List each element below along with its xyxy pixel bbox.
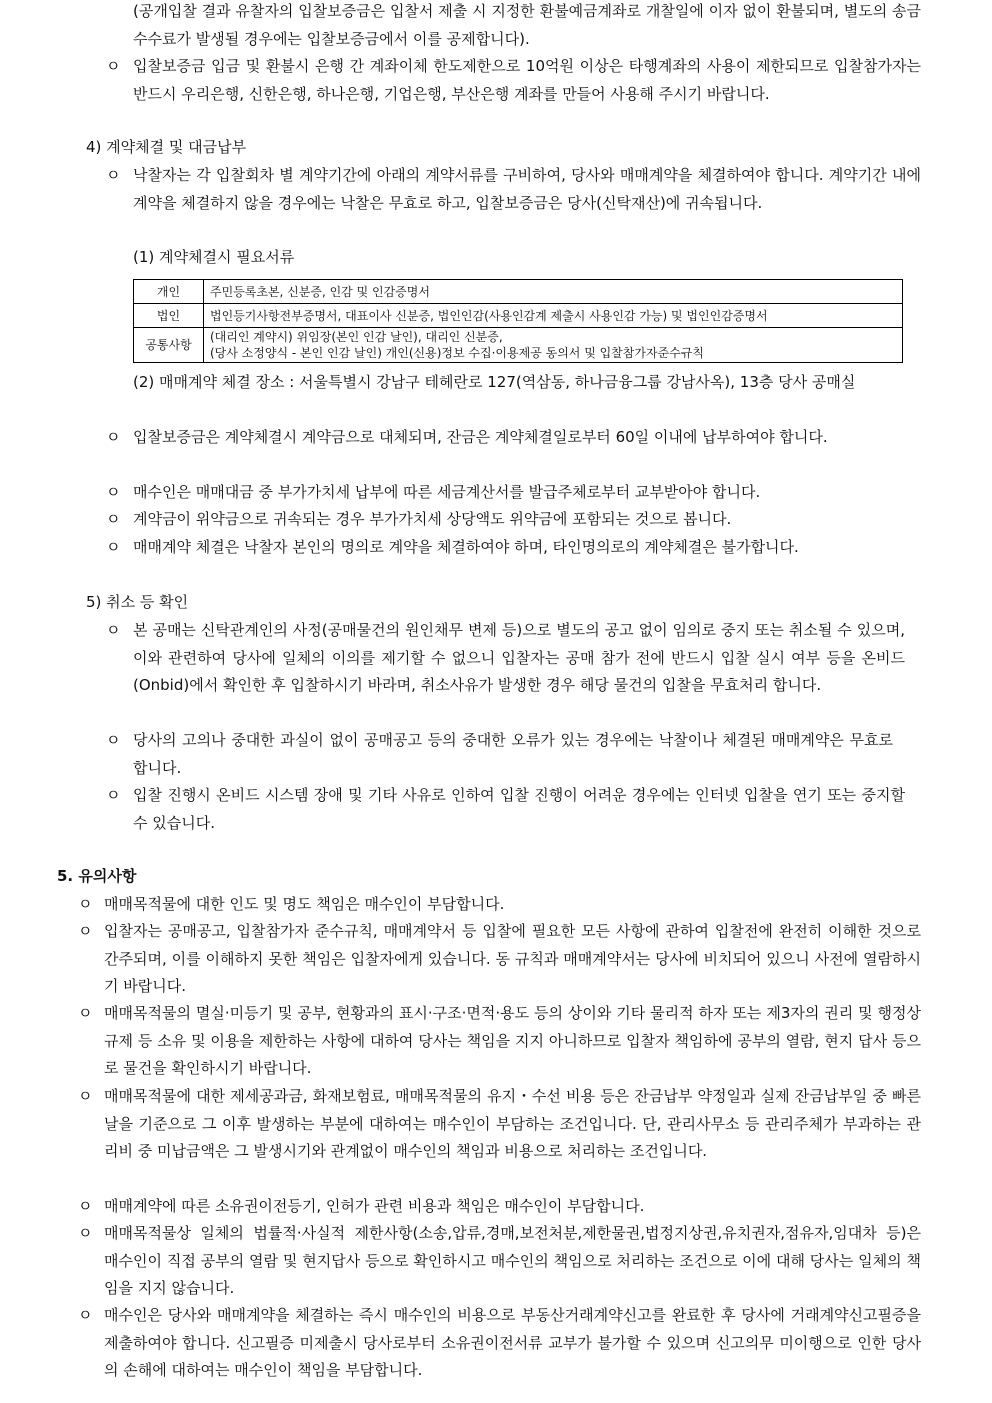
deposit-refund-note: (공개입찰 결과 유찰자의 입찰보증금은 입찰서 제출 시 지정한 환불예금계좌로 개찰일에 이자 없이 환불되며, 별도의 송금수수료가 발생될 경우에는 입찰보증금에서 이를 공제합니다). [133, 2, 921, 48]
notes-heading: 5. 유의사항 [57, 867, 137, 885]
note-item: 매매목적물의 멸실·미등기 및 공부, 현황과의 표시·구조·면적·용도 등의 상이와 기타 물리적 하자 또는 제3자의 권리 및 행정상 규제 등 소유 및 이용을 제한하는 사항에 대하여 당사는 책임을 지지 아니하므로 입찰자 책임하에 공부의 열람, 현지 답사 등으로 물건을 확인하시기 바랍니다. [104, 1004, 921, 1078]
bullet-icon: ㅇ [78, 895, 93, 913]
doc-list: 법인등기사항전부증명서, 대표이사 신분증, 법인인감(사용인감계 제출시 사용인감 가능) 및 법인인감증명서 [204, 304, 903, 328]
doc-list-line: (대리인 계약시) 위임장(본인 인감 날인), 대리인 신분증, [210, 330, 503, 344]
bullet-icon: ㅇ [78, 922, 93, 940]
bullet-icon: ㅇ [106, 731, 121, 749]
bullet-icon: ㅇ [78, 1087, 93, 1105]
cancellation-bullet: 입찰 진행시 온비드 시스템 장애 및 기타 사유로 인하여 입찰 진행이 어려운 경우에는 인터넷 입찰을 연기 또는 중지할 수 있습니다. [133, 786, 905, 832]
section-4-heading: 4) 계약체결 및 대금납부 [86, 138, 247, 156]
cancellation-bullet: 본 공매는 신탁관계인의 사정(공매물건의 원인채무 변제 등)으로 별도의 공고 없이 임의로 중지 또는 취소될 수 있으며, 이와 관련하여 당사에 일체의 이의를 제기할 수 없으니 입찰자는 공매 참가 전에 반드시 입찰 실시 여부 등을 온비드(Onbid)에서 확인한 후 입찰하시기 바라며, 취소사유가 발생한 경우 해당 물건의 입찰을 무효처리 합니다. [133, 621, 905, 695]
bullet-icon: ㅇ [106, 621, 121, 639]
doc-list-line: (당사 소정양식 - 본인 인감 날인) 개인(신용)정보 수집·이용제공 동의서 및 입찰참가자준수규칙 [210, 346, 704, 360]
bullet-icon: ㅇ [78, 1224, 93, 1242]
section-5-heading: 5) 취소 등 확인 [86, 593, 189, 611]
contract-place: (2) 매매계약 체결 장소 : 서울특별시 강남구 테헤란로 127(역삼동, 하나금융그룹 강남사옥), 13층 당사 공매실 [133, 373, 856, 391]
section4-bullet: 매매계약 체결은 낙찰자 본인의 명의로 계약을 체결하여야 하며, 타인명의로의 계약체결은 불가합니다. [133, 538, 799, 556]
note-item: 매수인은 당사와 매매계약을 체결하는 즉시 매수인의 비용으로 부동산거래계약신고를 완료한 후 당사에 거래계약신고필증을 제출하여야 합니다. 신고필증 미제출시 당사로부터 소유권이전서류 교부가 불가할 수 있으며 신고의무 미이행으로 인한 당사의 손해에 대하여는 매수인이 책임을 부담합니다. [104, 1306, 921, 1380]
bank-restriction-note: 입찰보증금 입금 및 환불시 은행 간 계좌이체 한도제한으로 10억원 이상은 타행계좌의 사용이 제한되므로 입찰참가자는 반드시 우리은행, 신한은행, 하나은행, 기업은행, 부산은행 계좌를 만들어 사용해 주시기 바랍니다. [133, 57, 921, 103]
contract-requirement: 낙찰자는 각 입찰회차 별 계약기간에 아래의 계약서류를 구비하여, 당사와 매매계약을 체결하여야 합니다. 계약기간 내에 계약을 체결하지 않을 경우에는 낙찰은 무효로 하고, 입찰보증금은 당사(신탁재산)에 귀속됩니다. [133, 166, 921, 212]
doc-list [204, 328, 903, 363]
section4-bullet: 매수인은 매매대금 중 부가가치세 납부에 따른 세금계산서를 발급주체로부터 교부받아야 합니다. [133, 483, 761, 501]
bullet-icon: ㅇ [78, 1306, 93, 1324]
bullet-icon: ㅇ [106, 57, 121, 75]
bullet-icon: ㅇ [106, 786, 121, 804]
table-row [134, 304, 903, 328]
doc-category: 법인 [134, 304, 204, 328]
doc-category: 개인 [134, 280, 204, 304]
bullet-icon: ㅇ [78, 1197, 93, 1215]
bullet-icon: ㅇ [106, 538, 121, 556]
bullet-icon: ㅇ [106, 483, 121, 501]
note-item: 입찰자는 공매공고, 입찰참가자 준수규칙, 매매계약서 등 입찰에 필요한 모든 사항에 관하여 입찰전에 완전히 이해한 것으로 간주되며, 이를 이해하지 못한 책임은 입찰자에게 있습니다. 동 규칙과 매매계약서는 당사에 비치되어 있으니 사전에 열람하시기 바랍니다. [104, 922, 921, 996]
section4-bullet: 계약금이 위약금으로 귀속되는 경우 부가가치세 상당액도 위약금에 포함되는 것으로 봅니다. [133, 510, 732, 528]
bullet-icon: ㅇ [106, 428, 121, 446]
bullet-icon: ㅇ [106, 510, 121, 528]
bullet-icon: ㅇ [78, 1004, 93, 1022]
table-row [134, 328, 903, 363]
required-documents-table [133, 279, 903, 363]
note-item: 매매목적물에 대한 제세공과금, 화재보험료, 매매목적물의 유지・수선 비용 등은 잔금납부 약정일과 실제 잔금납부일 중 빠른 날을 기준으로 그 이후 발생하는 부분에 대하여는 매수인이 부담하는 조건입니다. 단, 관리사무소 등 관리주체가 부과하는 관리비 중 미납금액은 그 발생시기와 관계없이 매수인의 책임과 비용으로 처리하는 조건입니다. [104, 1087, 921, 1161]
bullet-icon: ㅇ [106, 166, 121, 184]
note-item: 매매계약에 따른 소유권이전등기, 인허가 관련 비용과 책임은 매수인이 부담합니다. [104, 1197, 645, 1215]
note-item: 매매목적물에 대한 인도 및 명도 책임은 매수인이 부담합니다. [104, 895, 505, 913]
note-item: 매매목적물상 일체의 법률적·사실적 제한사항(소송,압류,경매,보전처분,제한물권,법정지상권,유치권자,점유자,임대차 등)은 매수인이 직접 공부의 열람 및 현지답사 등으로 확인하시고 매수인의 책임으로 처리하는 조건으로 이에 대해 당사는 일체의 책임을 지지 않습니다. [104, 1224, 921, 1298]
cancellation-bullet: 당사의 고의나 중대한 과실이 없이 공매공고 등의 중대한 오류가 있는 경우에는 낙찰이나 체결된 매매계약은 무효로 합니다. [133, 731, 893, 777]
docs-heading: (1) 계약체결시 필요서류 [133, 248, 295, 266]
doc-list: 주민등록초본, 신분증, 인감 및 인감증명서 [204, 280, 903, 304]
doc-category: 공통사항 [134, 328, 204, 363]
section4-bullet: 입찰보증금은 계약체결시 계약금으로 대체되며, 잔금은 계약체결일로부터 60일 이내에 납부하여야 합니다. [133, 428, 828, 446]
table-row [134, 280, 903, 304]
